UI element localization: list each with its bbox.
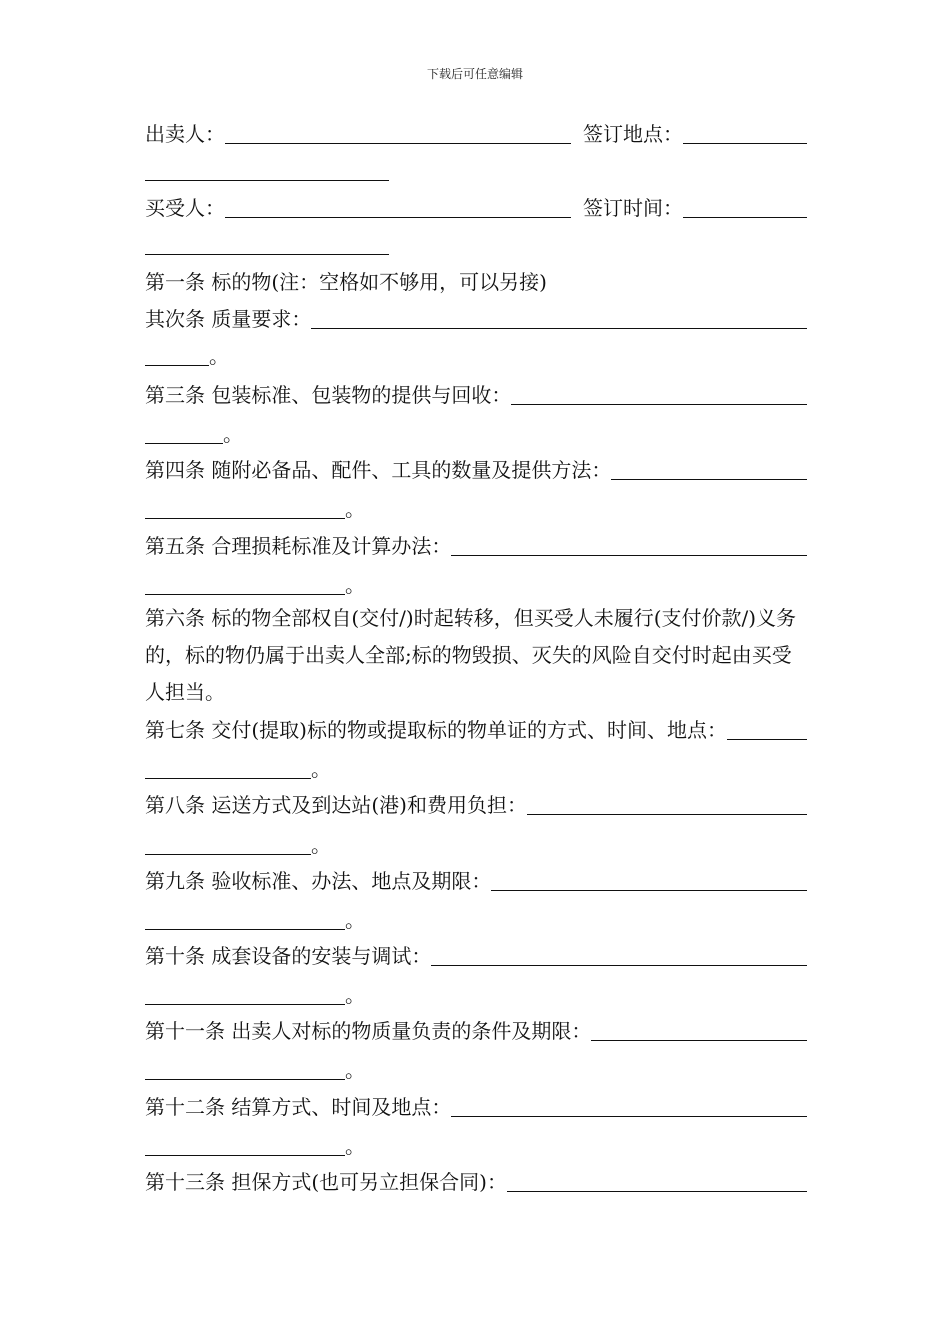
sign-place-label: 签订地点： — [583, 122, 683, 146]
clause-7-blank[interactable] — [727, 719, 807, 740]
sign-time-label: 签订时间： — [583, 196, 683, 220]
clause-2-period: 。 — [209, 344, 229, 368]
buyer-label: 买受人： — [145, 196, 225, 220]
clause-11 — [145, 1017, 807, 1045]
clause-8-blank-cont[interactable] — [145, 834, 311, 855]
clause-11-blank-cont[interactable] — [145, 1059, 345, 1080]
clause-9 — [145, 867, 807, 895]
clause-3-blank[interactable] — [511, 384, 807, 405]
clause-1-text: 第一条 标的物(注：空格如不够用，可以另接) — [145, 270, 547, 294]
clause-12 — [145, 1093, 807, 1121]
buyer-blank[interactable] — [225, 197, 571, 218]
clause-3 — [145, 381, 807, 409]
clause-3-text: 第三条 包装标准、包装物的提供与回收： — [145, 383, 512, 407]
clause-5-text: 第五条 合理损耗标准及计算办法： — [145, 534, 452, 558]
clause-7-text: 第七条 交付(提取)标的物或提取标的物单证的方式、时间、地点： — [145, 718, 727, 742]
sign-place-blank-cont[interactable] — [145, 160, 389, 181]
clause-13-text: 第十三条 担保方式(也可另立担保合同)： — [145, 1170, 507, 1194]
clause-8-cont — [145, 831, 807, 859]
clause-13-blank[interactable] — [507, 1171, 807, 1192]
clause-12-period: 。 — [345, 1134, 365, 1158]
clause-8 — [145, 791, 807, 819]
seller-line — [145, 120, 807, 148]
seller-blank[interactable] — [225, 123, 571, 144]
clause-4-text: 第四条 随附必备品、配件、工具的数量及提供方法： — [145, 458, 612, 482]
clause-9-blank[interactable] — [491, 870, 807, 891]
sign-time-blank-cont[interactable] — [145, 234, 389, 255]
clause-9-text: 第九条 验收标准、办法、地点及期限： — [145, 869, 492, 893]
buyer-line — [145, 194, 807, 222]
clause-11-text: 第十一条 出卖人对标的物质量负责的条件及期限： — [145, 1019, 592, 1043]
clause-7 — [145, 716, 807, 744]
clause-2-blank-cont[interactable] — [145, 345, 209, 366]
clause-11-blank[interactable] — [591, 1020, 807, 1041]
clause-10 — [145, 942, 807, 970]
seller-label: 出卖人： — [145, 122, 225, 146]
clause-7-period: 。 — [311, 757, 331, 781]
clause-4-period: 。 — [345, 497, 365, 521]
clause-10-cont — [145, 981, 807, 1009]
clause-2-text: 其次条 质量要求： — [145, 307, 312, 331]
clause-2 — [145, 305, 807, 333]
clause-6: 第六条 标的物全部权自(交付/)时起转移，但买受人未履行(支付价款/)义务的，标的物仍属于出卖人全部;标的物毁损、灭失的风险自交付时起由买受人担当。 — [145, 606, 797, 704]
clause-4-blank[interactable] — [611, 459, 807, 480]
clause-7-blank-cont[interactable] — [145, 758, 311, 779]
clause-5-blank[interactable] — [451, 535, 807, 556]
clause-10-period: 。 — [345, 983, 365, 1007]
sign-place-cont-line — [145, 157, 807, 185]
clause-10-text: 第十条 成套设备的安装与调试： — [145, 944, 432, 968]
clause-10-blank[interactable] — [431, 945, 807, 966]
clause-12-cont — [145, 1132, 807, 1160]
page-header: 下载后可任意编辑 — [426, 67, 523, 81]
clause-11-cont — [145, 1056, 807, 1084]
clause-10-blank-cont[interactable] — [145, 984, 345, 1005]
clause-4 — [145, 456, 807, 484]
sign-time-cont-line — [145, 231, 807, 259]
clause-5-period: 。 — [345, 573, 365, 597]
clause-2-cont — [145, 342, 807, 370]
clause-8-text: 第八条 运送方式及到达站(港)和费用负担： — [145, 793, 527, 817]
sign-place-blank[interactable] — [683, 123, 807, 144]
clause-1 — [145, 268, 807, 296]
clause-12-text: 第十二条 结算方式、时间及地点： — [145, 1095, 452, 1119]
clause-9-cont — [145, 906, 807, 934]
clause-9-blank-cont[interactable] — [145, 909, 345, 930]
clause-8-period: 。 — [311, 833, 331, 857]
clause-8-blank[interactable] — [527, 794, 807, 815]
clause-5-cont — [145, 571, 807, 599]
clause-4-cont — [145, 495, 807, 523]
clause-13 — [145, 1168, 807, 1196]
clause-12-blank[interactable] — [451, 1096, 807, 1117]
clause-9-period: 。 — [345, 908, 365, 932]
clause-4-blank-cont[interactable] — [145, 498, 345, 519]
clause-5 — [145, 532, 807, 560]
clause-11-period: 。 — [345, 1058, 365, 1082]
clause-3-period: 。 — [223, 422, 243, 446]
clause-3-blank-cont[interactable] — [145, 423, 223, 444]
clause-2-blank[interactable] — [311, 308, 807, 329]
clause-5-blank-cont[interactable] — [145, 574, 345, 595]
clause-3-cont — [145, 420, 807, 448]
clause-12-blank-cont[interactable] — [145, 1135, 345, 1156]
sign-time-blank[interactable] — [683, 197, 807, 218]
clause-7-cont — [145, 755, 807, 783]
